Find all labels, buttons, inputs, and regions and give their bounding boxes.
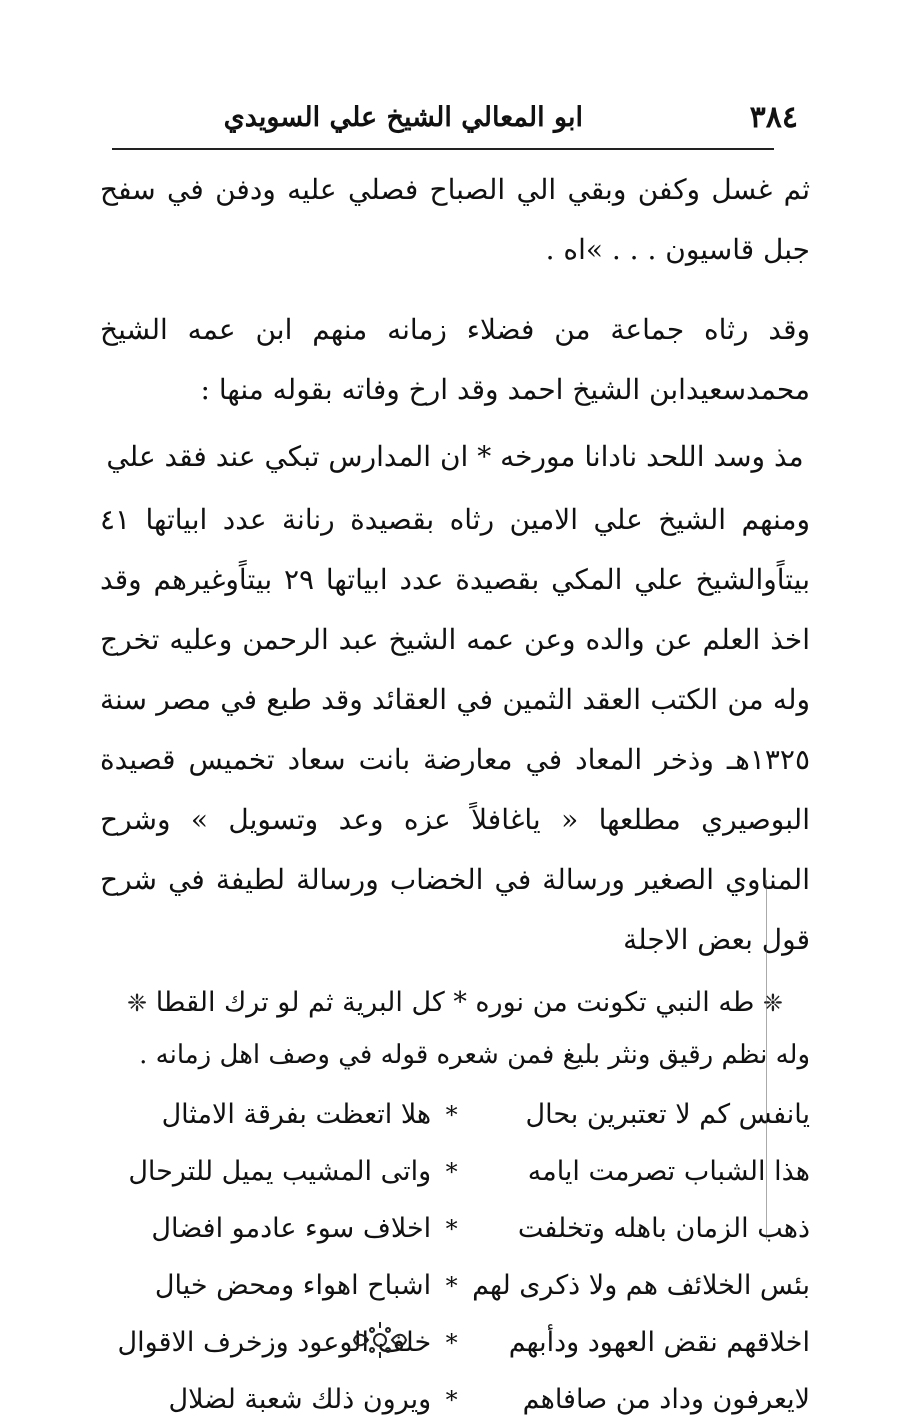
verse-separator-icon: * bbox=[445, 1100, 458, 1129]
poem-hemistich-second: اخلاف سوء عادمو افضال bbox=[151, 1213, 432, 1244]
poem-hemistich-first: هذا الشباب تصرمت ايامه bbox=[527, 1156, 810, 1187]
page-body bbox=[100, 160, 810, 1428]
poem-hemistich-first: بئس الخلائف هم ولا ذكرى لهم bbox=[472, 1270, 810, 1301]
verse-separator-icon: * bbox=[445, 1328, 458, 1357]
poem-row bbox=[100, 1086, 810, 1143]
paragraph-elegies: وقد رثاه جماعة من فضلاء زمانه منهم ابن عمه الشيخ محمدسعيدابن الشيخ احمد وقد ارخ وفاته بقوله منها : bbox=[100, 313, 810, 406]
poem-row bbox=[100, 1257, 810, 1314]
flower-ornament-icon: ❈ bbox=[126, 989, 148, 1017]
poem-hemistich-second: اشباح اهواء ومحض خيال bbox=[154, 1270, 432, 1301]
spacer bbox=[100, 280, 810, 300]
poem-hemistich-second: خلف الوعود وزخرف الاقوال bbox=[117, 1327, 432, 1358]
margin-line bbox=[766, 880, 767, 1240]
tailpiece-ornament-icon bbox=[350, 1320, 410, 1360]
poem-hemistich-first: لايعرفون وداد من صافاهم bbox=[522, 1384, 810, 1415]
poem-hemistich-first: اخلاقهم نقض العهود ودأبهم bbox=[508, 1327, 810, 1358]
poem-row bbox=[100, 1143, 810, 1200]
poem-hemistich-second: واتى المشيب يميل للترحال bbox=[128, 1156, 432, 1187]
verse-separator-icon: * bbox=[445, 1271, 458, 1300]
poem-row bbox=[100, 1314, 810, 1371]
page-header bbox=[0, 100, 923, 140]
verse-separator-icon: * bbox=[445, 1214, 458, 1243]
poem-hemistich-second: ويرون ذلك شعبة لضلال bbox=[168, 1384, 432, 1415]
flower-ornament-icon: ❈ bbox=[762, 989, 784, 1017]
verse-separator-icon: * bbox=[445, 1385, 458, 1414]
page-number: ٣٨٤ bbox=[749, 100, 798, 135]
header-rule bbox=[112, 148, 774, 150]
paragraph-burial: ثم غسل وكفن وبقي الي الصباح فصلي عليه ودفن في سفح جبل قاسيون . . . »اه . bbox=[100, 173, 810, 266]
quoted-verse-line bbox=[100, 976, 810, 1030]
running-title: ابو المعالي الشيخ علي السويدي bbox=[223, 102, 583, 133]
poem-hemistich-first: ذهب الزمان باهله وتخلفت bbox=[517, 1213, 810, 1244]
poem-table bbox=[100, 1086, 810, 1428]
verse-separator-icon: * bbox=[445, 1157, 458, 1186]
poem-row bbox=[100, 1200, 810, 1257]
poem-hemistich-first: يانفس كم لا تعتبرين بحال bbox=[525, 1099, 810, 1130]
quoted-verse: طه النبي تكونت من نوره * كل البرية ثم لو ترك القطا bbox=[155, 987, 755, 1018]
poem-intro: وله نظم رقيق ونثر بليغ فمن شعره قوله في وصف اهل زمانه . bbox=[139, 1040, 810, 1070]
poem-hemistich-second: هلا اتعظت بفرقة الامثال bbox=[161, 1099, 432, 1130]
paragraph-main: ومنهم الشيخ علي الامين رثاه بقصيدة رنانة عدد ابياتها ٤١ بيتاًوالشيخ علي المكي بقصيدة عدد ابياتها ٢٩ بيتاًوغيرهم وقد اخذ العلم عن والده وعن عمه الشيخ عبد الرحمن وعليه تخرج وله من الكتب العقد الثمين في العقائد وقد طبع في مصر سنة ١٣٢٥هـ وذخر المعاد في معارضة بانت سعاد تخميس قصيدة البوصيري مطلعها « ياغافلاً عزه وعد وتسويل » وشرح المناوي الصغير ورسالة في الخضاب ورسالة لطيفة في شرح قول بعض الاجلة bbox=[100, 503, 810, 956]
elegy-verse: مذ وسد اللحد نادانا مورخه * ان المدارس تبكي عند فقد علي bbox=[106, 440, 804, 473]
